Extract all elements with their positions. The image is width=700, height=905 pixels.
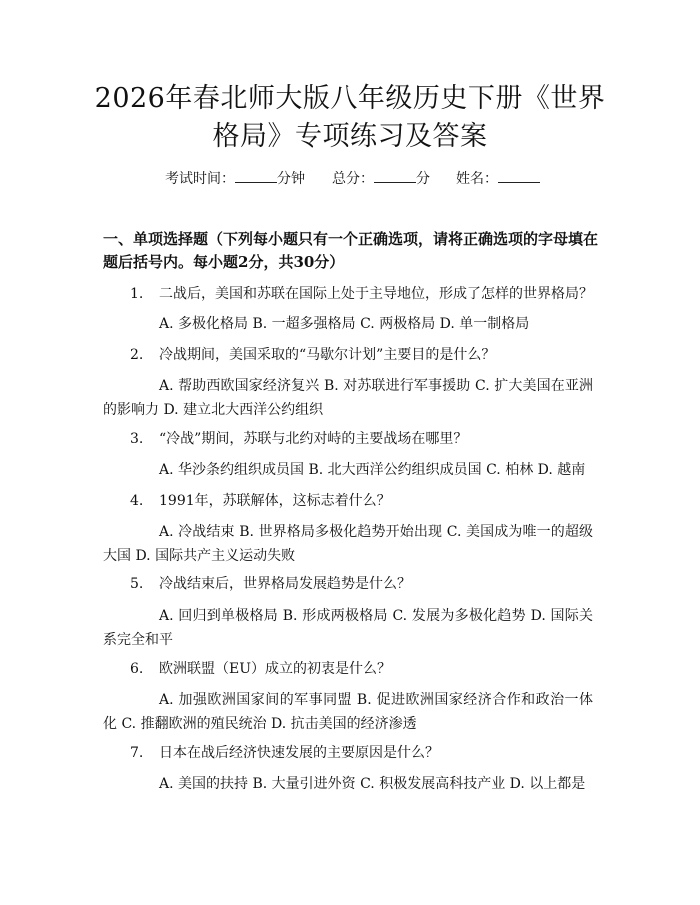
total-score-blank — [374, 168, 416, 183]
question-options: A. 冷战结束 B. 世界格局多极化趋势开始出现 C. 美国成为唯一的超级大国 D. 国际共产主义运动失败 — [103, 524, 593, 564]
question-stem: 欧洲联盟（EU）成立的初衷是什么？ — [159, 661, 392, 677]
total-score-label: 总分： — [332, 171, 374, 187]
document-title: 2026年春北师大版八年级历史下册《世界格局》专项练习及答案 — [94, 83, 606, 152]
question-options: A. 美国的扶持 B. 大量引进外资 C. 积极发展高科技产业 D. 以上都是 — [159, 776, 586, 792]
exam-time-field — [165, 168, 305, 189]
question-number: 2. — [130, 347, 144, 363]
question-number: 1. — [130, 286, 144, 302]
question-number: 6. — [130, 661, 144, 677]
total-score-field — [332, 168, 430, 189]
question-stem: 1991年，苏联解体，这标志着什么？ — [159, 493, 391, 509]
exam-time-blank — [235, 168, 277, 183]
question-options: A. 回归到单极格局 B. 形成两极格局 C. 发展为多极化趋势 D. 国际关系完全和平 — [103, 608, 593, 648]
question-number: 3. — [130, 431, 144, 447]
question-options: A. 华沙条约组织成员国 B. 北大西洋公约组织成员国 C. 柏林 D. 越南 — [159, 462, 586, 478]
question-stem: 冷战结束后，世界格局发展趋势是什么？ — [159, 576, 411, 592]
section-heading: 一、单项选择题（下列每小题只有一个正确选项，请将正确选项的字母填在题后括号内。每小题2分，共30分） — [103, 230, 599, 271]
question-stem: 冷战期间，美国采取的“马歇尔计划”主要目的是什么？ — [159, 347, 496, 363]
question-stem: “冷战”期间，苏联与北约对峙的主要战场在哪里？ — [159, 431, 468, 447]
name-label: 姓名： — [456, 171, 498, 187]
question-options: A. 帮助西欧国家经济复兴 B. 对苏联进行军事援助 C. 扩大美国在亚洲的影响力 D. 建立北大西洋公约组织 — [103, 378, 593, 418]
question-number: 7. — [130, 745, 144, 761]
exam-time-label: 考试时间： — [165, 171, 235, 187]
name-field — [456, 168, 540, 189]
question-stem: 日本在战后经济快速发展的主要原因是什么？ — [159, 745, 439, 761]
exam-time-unit: 分钟 — [277, 171, 305, 187]
question-number: 4. — [130, 493, 144, 509]
total-score-unit: 分 — [416, 171, 430, 187]
question-options: A. 加强欧洲国家间的军事同盟 B. 促进欧洲国家经济合作和政治一体化 C. 推翻欧洲的殖民统治 D. 抗击美国的经济渗透 — [103, 692, 593, 732]
question-options: A. 多极化格局 B. 一超多强格局 C. 两极格局 D. 单一制格局 — [159, 316, 530, 332]
name-blank — [498, 168, 540, 183]
question-stem: 二战后，美国和苏联在国际上处于主导地位，形成了怎样的世界格局？ — [159, 286, 593, 302]
question-number: 5. — [130, 576, 144, 592]
